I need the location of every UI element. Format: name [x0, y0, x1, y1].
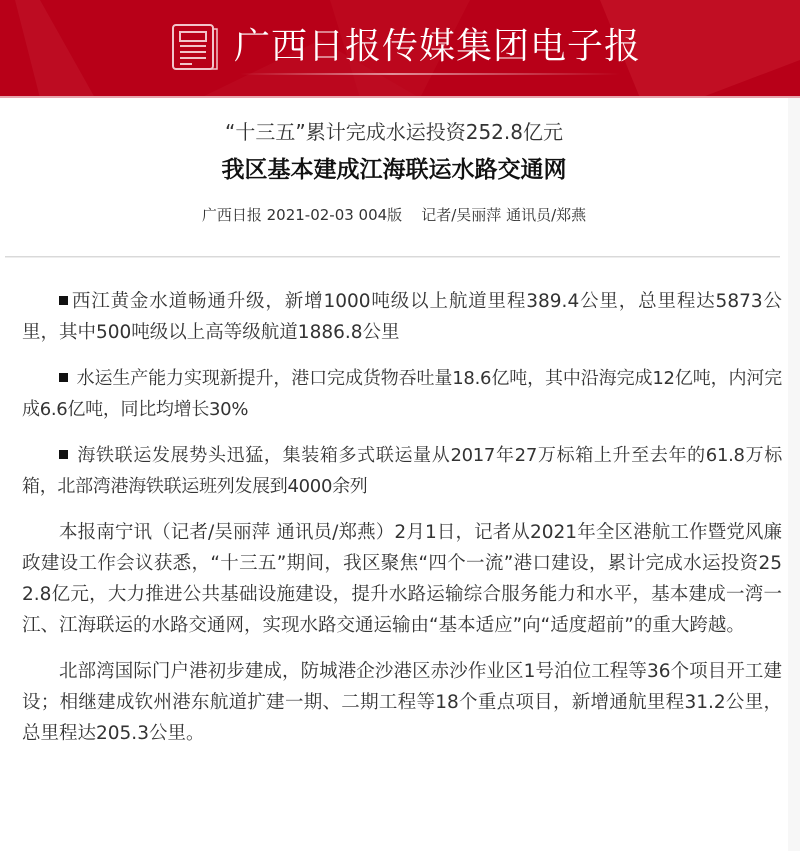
- highlight-item: [22, 286, 782, 348]
- newspaper-icon: [170, 21, 222, 73]
- body-paragraph: 本报南宁讯（记者/吴丽萍 通讯员/郑燕）2月1日，记者从2021年全区港航工作暨党风廉政建设工作会议获悉，“十三五”期间，我区聚焦“四个一流”港口建设，累计完成水运投资252.8亿元，大力推进公共基础设施建设，提升水路运输综合服务能力和水平，基本建成一湾一江、江海联运的水路交通网，实现水路交通运输由“基本适应”向“适度超前”的重大跨越。: [22, 522, 782, 636]
- highlight-item: [22, 440, 782, 502]
- brand-logo-link[interactable]: [170, 21, 641, 73]
- highlight-text: 水运生产能力实现新提升，港口完成货物吞吐量18.6亿吨，其中沿海完成12亿吨，内河完成6.6亿吨，同比均增长30%: [22, 368, 782, 420]
- article-body: [22, 286, 782, 764]
- highlight-text: 西江黄金水道畅通升级，新增1000吨级以上航道里程389.4公里，总里程达5873公里，其中500吨级以上高等级航道1886.8公里: [22, 291, 782, 343]
- header-bottom-border: [0, 96, 800, 98]
- scrollbar-track[interactable]: [788, 98, 800, 851]
- article-byline: 广西日报 2021-02-03 004版 记者/吴丽萍 通讯员/郑燕: [201, 206, 587, 224]
- square-bullet-icon: [59, 373, 68, 382]
- article-subtitle: “十三五”累计完成水运投资252.8亿元: [225, 120, 563, 144]
- highlight-text: 海铁联运发展势头迅猛，集装箱多式联运量从2017年27万标箱上升至去年的61.8万标箱，北部湾港海铁联运班列发展到4000余列: [22, 445, 782, 497]
- article-title: 我区基本建成江海联运水路交通网: [221, 157, 567, 183]
- highlight-item: [22, 363, 782, 425]
- header-divider: [5, 256, 780, 258]
- square-bullet-icon: [59, 296, 68, 305]
- brand-name: 广西日报传媒集团电子报: [234, 26, 642, 67]
- site-header: [0, 0, 800, 98]
- brand-underline: [240, 73, 620, 75]
- body-paragraph: 北部湾国际门户港初步建成，防城港企沙港区赤沙作业区1号泊位工程等36个项目开工建设；相继建成钦州港东航道扩建一期、二期工程等18个重点项目，新增通航里程31.2公里，总里程达205.3公里。: [22, 661, 782, 744]
- square-bullet-icon: [59, 450, 68, 459]
